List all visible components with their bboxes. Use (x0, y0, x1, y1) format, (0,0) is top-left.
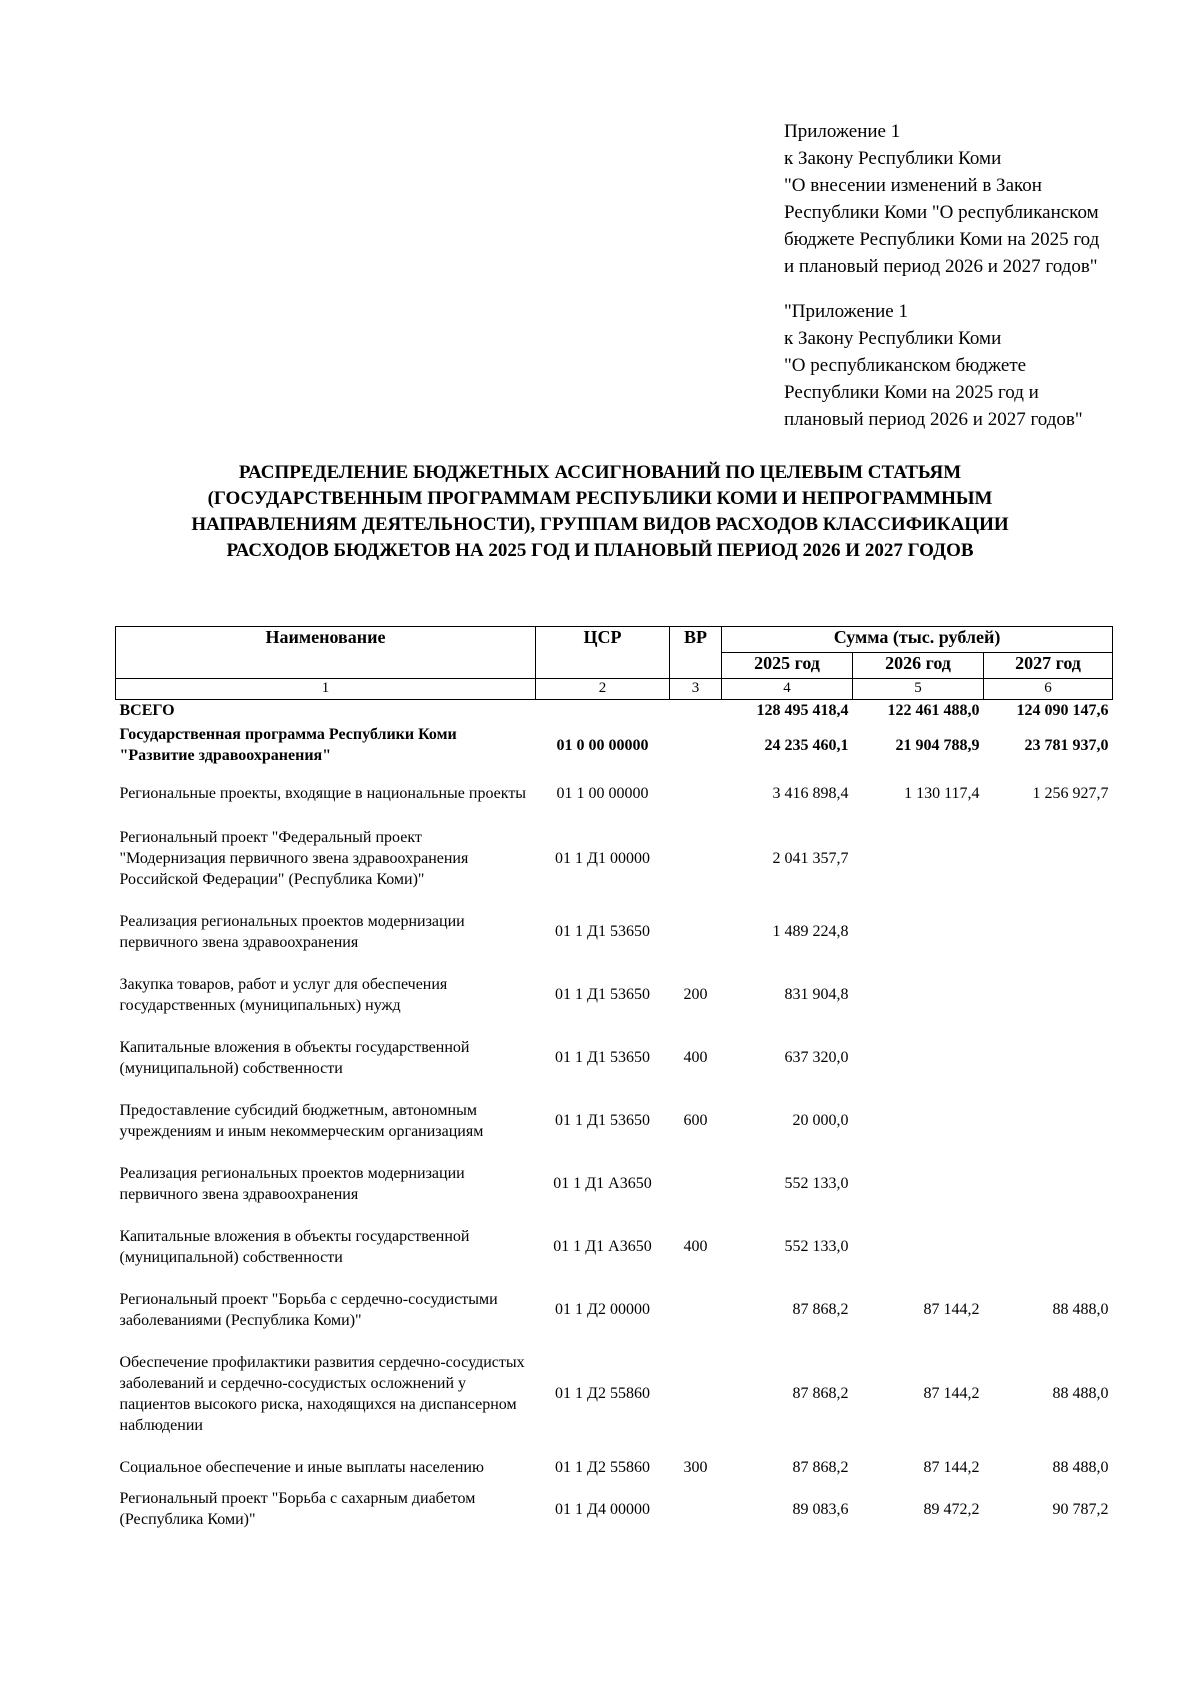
row-vr (670, 1488, 722, 1530)
table-row (116, 1215, 1113, 1278)
row-csr: 01 1 Д1 53650 (555, 923, 650, 940)
row-vr (670, 1341, 722, 1446)
row-amount-2025: 552 133,0 (784, 1238, 849, 1255)
header-sum: Сумма (тыс. рублей) (722, 627, 1113, 653)
annex-line: бюджете Республики Коми на 2025 год (784, 229, 1100, 250)
header-2026: 2026 год (853, 653, 984, 679)
column-number: 3 (670, 679, 722, 700)
row-name: Капитальные вложения в объекты государственной (муниципальной) собственности (119, 1038, 470, 1077)
row-amount-2025: 3 416 898,4 (772, 784, 849, 802)
row-vr (670, 1278, 722, 1341)
column-number: 4 (722, 679, 853, 700)
table-row (116, 963, 1113, 1026)
row-name: Региональный проект "Борьба с сахарным диабетом (Республика Коми)" (119, 1490, 476, 1528)
row-name: Социальное обеспечение и иные выплаты населению (119, 1458, 484, 1476)
row-csr (536, 700, 670, 722)
row-amount-2025: 24 235 460,1 (764, 736, 849, 754)
annex-line: к Закону Республики Коми (784, 148, 1002, 169)
annex-line: и плановый период 2026 и 2027 годов" (784, 256, 1098, 277)
row-vr (670, 721, 722, 769)
row-amount-2025: 637 320,0 (784, 1049, 849, 1066)
column-numbers-row (116, 679, 1113, 700)
row-amount-2026: 87 144,2 (923, 1385, 980, 1402)
row-amount-2027: 124 090 147,6 (1016, 702, 1109, 719)
row-amount-2026: 122 461 488,0 (887, 702, 980, 719)
row-amount-2027 (984, 1089, 1113, 1152)
table-row (116, 1278, 1113, 1341)
table-row (116, 1152, 1113, 1215)
row-amount-2026: 21 904 788,9 (895, 736, 980, 754)
row-amount-2026 (853, 1089, 984, 1152)
row-amount-2027 (984, 817, 1113, 900)
row-amount-2025: 87 868,2 (792, 1385, 849, 1402)
row-amount-2027: 1 256 927,7 (1032, 784, 1109, 802)
row-name: Закупка товаров, работ и услуг для обеспечения государственных (муниципальных) нужд (119, 975, 448, 1014)
budget-table (115, 626, 1113, 1530)
title-line: НАПРАВЛЕНИЯМ ДЕЯТЕЛЬНОСТИ), ГРУППАМ ВИДОВ РАСХОДОВ КЛАССИФИКАЦИИ (191, 514, 1009, 535)
row-name: Региональный проект "Борьба с сердечно-сосудистыми заболеваниями (Республика Коми)" (119, 1290, 498, 1329)
row-amount-2025: 831 904,8 (784, 986, 849, 1003)
row-amount-2025: 20 000,0 (792, 1112, 849, 1129)
header-name: Наименование (116, 627, 536, 679)
row-vr (670, 769, 722, 817)
row-amount-2026 (853, 817, 984, 900)
column-number: 1 (116, 679, 536, 700)
row-csr: 01 1 Д2 55860 (555, 1458, 650, 1476)
row-vr: 600 (683, 1112, 708, 1129)
table-row (116, 900, 1113, 963)
row-amount-2027: 88 488,0 (1052, 1385, 1109, 1402)
table-row (116, 817, 1113, 900)
row-name: ВСЕГО (119, 702, 175, 719)
row-csr: 01 1 Д1 А3650 (553, 1175, 652, 1192)
title-line: РАСХОДОВ БЮДЖЕТОВ НА 2025 ГОД И ПЛАНОВЫЙ ПЕРИОД 2026 И 2027 ГОДОВ (226, 540, 974, 561)
row-name: Реализация региональных проектов модернизации первичного звена здравоохранения (119, 1164, 465, 1203)
row-amount-2027 (984, 900, 1113, 963)
row-amount-2026: 89 472,2 (923, 1500, 980, 1518)
row-csr: 01 0 00 00000 (556, 736, 649, 754)
row-amount-2027 (984, 1026, 1113, 1089)
table-row (116, 1488, 1113, 1530)
header-2025: 2025 год (722, 653, 853, 679)
column-number: 2 (536, 679, 670, 700)
row-amount-2025: 89 083,6 (792, 1500, 849, 1518)
annex-original-law (784, 298, 1083, 433)
header-csr: ЦСР (536, 627, 670, 679)
row-name: Капитальные вложения в объекты государственной (муниципальной) собственности (119, 1227, 470, 1266)
row-amount-2027 (984, 1215, 1113, 1278)
row-amount-2027 (984, 963, 1113, 1026)
column-number: 6 (984, 679, 1113, 700)
row-amount-2025: 552 133,0 (784, 1175, 849, 1192)
row-name: Региональный проект "Федеральный проект "Модернизация первичного звена здравоохранения Российской Федерации" (Республика Коми)" (119, 829, 469, 888)
row-vr (670, 1152, 722, 1215)
annex-line: плановый период 2026 и 2027 годов" (784, 409, 1083, 430)
row-csr: 01 1 Д2 00000 (555, 1301, 650, 1318)
row-amount-2025: 87 868,2 (792, 1301, 849, 1318)
table-row (116, 1089, 1113, 1152)
row-name: Предоставление субсидий бюджетным, автономным учреждениям и иным некоммерческим организациям (119, 1101, 484, 1140)
header-vr: ВР (670, 627, 722, 679)
row-amount-2027: 88 488,0 (1052, 1301, 1109, 1318)
row-amount-2026: 87 144,2 (923, 1301, 980, 1318)
row-csr: 01 1 Д1 53650 (555, 986, 650, 1003)
row-vr: 400 (683, 1238, 708, 1255)
row-name: Региональные проекты, входящие в национальные проекты (119, 784, 527, 802)
row-amount-2025: 2 041 357,7 (772, 850, 849, 867)
annex-line: "Приложение 1 (784, 301, 908, 322)
annex-line: Республики Коми "О республиканском (784, 202, 1099, 223)
row-csr: 01 1 Д4 00000 (555, 1500, 650, 1518)
row-vr: 400 (683, 1049, 708, 1066)
row-amount-2026 (853, 963, 984, 1026)
table-row (116, 1341, 1113, 1446)
table-row (116, 721, 1113, 769)
row-vr (670, 700, 722, 722)
row-name: Государственная программа Республики Коми "Развитие здравоохранения" (119, 726, 457, 764)
row-amount-2027: 88 488,0 (1052, 1458, 1109, 1476)
row-vr (670, 900, 722, 963)
row-csr: 01 1 00 00000 (556, 784, 649, 802)
document-title (120, 460, 1080, 564)
annex-line: Республики Коми на 2025 год и (784, 382, 1039, 403)
row-amount-2027: 23 781 937,0 (1024, 736, 1109, 754)
header-2027: 2027 год (984, 653, 1113, 679)
row-amount-2027 (984, 1152, 1113, 1215)
annex-line: "О внесении изменений в Закон (784, 175, 1042, 196)
table-row (116, 769, 1113, 817)
row-amount-2026: 87 144,2 (923, 1458, 980, 1476)
row-csr: 01 1 Д1 00000 (555, 850, 650, 867)
row-vr: 300 (683, 1458, 708, 1476)
row-name: Реализация региональных проектов модернизации первичного звена здравоохранения (119, 912, 465, 951)
row-csr: 01 1 Д1 53650 (555, 1112, 650, 1129)
row-csr: 01 1 Д1 53650 (555, 1049, 650, 1066)
title-line: РАСПРЕДЕЛЕНИЕ БЮДЖЕТНЫХ АССИГНОВАНИЙ ПО ЦЕЛЕВЫМ СТАТЬЯМ (238, 462, 962, 483)
row-amount-2025: 128 495 418,4 (756, 702, 849, 719)
row-amount-2026 (853, 900, 984, 963)
row-amount-2026: 1 130 117,4 (904, 784, 980, 802)
row-vr (670, 817, 722, 900)
annex-line: к Закону Республики Коми (784, 328, 1002, 349)
row-amount-2027: 90 787,2 (1052, 1500, 1109, 1518)
row-amount-2026 (853, 1026, 984, 1089)
row-name: Обеспечение профилактики развития сердечно-сосудистых заболеваний и сердечно-сосудистых осложнений у пациентов высокого риска, находящихся на диспансерном наблюдении (119, 1353, 525, 1434)
column-number: 5 (853, 679, 984, 700)
annex-line: "О республиканском бюджете (784, 355, 1027, 376)
row-amount-2025: 87 868,2 (792, 1458, 849, 1476)
table-row (116, 700, 1113, 722)
row-vr: 200 (683, 986, 708, 1003)
title-line: (ГОСУДАРСТВЕННЫМ ПРОГРАММАМ РЕСПУБЛИКИ КОМИ И НЕПРОГРАММНЫМ (207, 488, 993, 509)
row-amount-2026 (853, 1215, 984, 1278)
row-csr: 01 1 Д2 55860 (555, 1385, 650, 1402)
annex-current-law (784, 118, 1099, 280)
row-amount-2026 (853, 1152, 984, 1215)
row-csr: 01 1 Д1 А3650 (553, 1238, 652, 1255)
annex-line: Приложение 1 (784, 121, 901, 142)
row-amount-2025: 1 489 224,8 (772, 923, 849, 940)
table-row (116, 1446, 1113, 1488)
table-row (116, 1026, 1113, 1089)
